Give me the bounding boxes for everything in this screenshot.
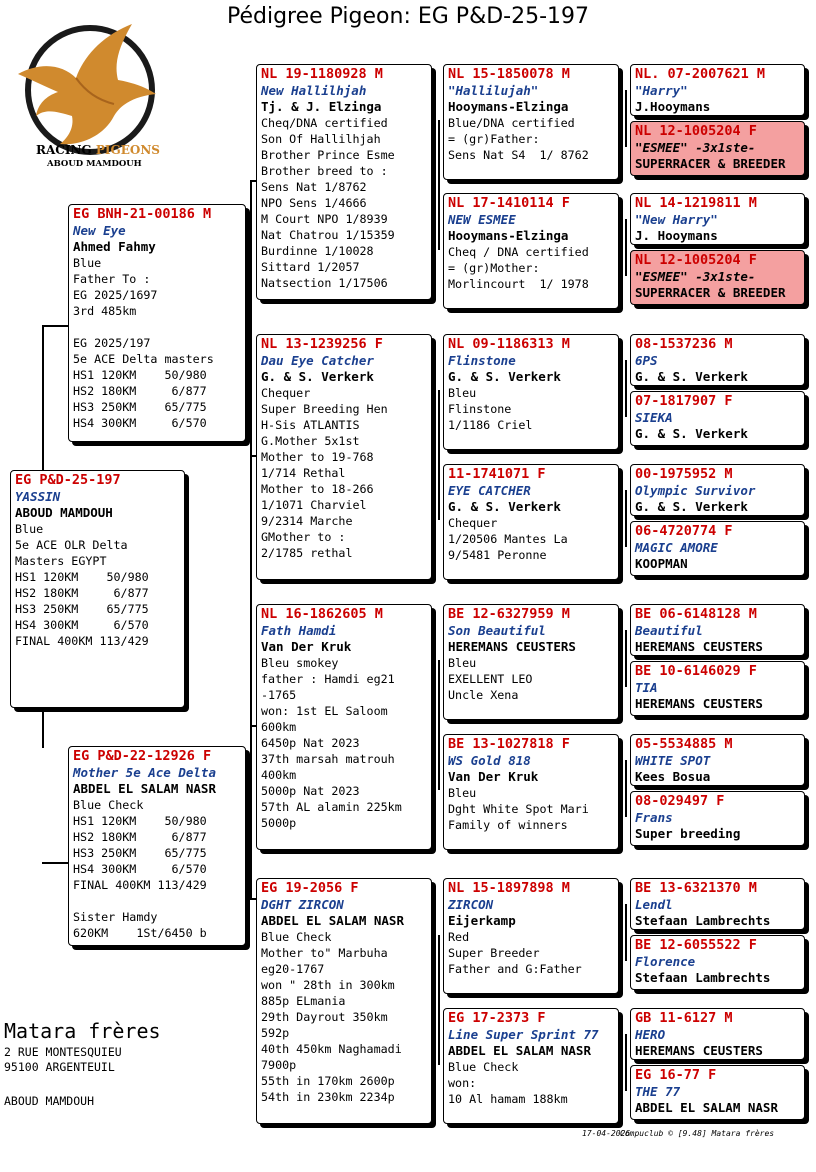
- breeder-name: Hooymans-Elzinga: [448, 228, 569, 243]
- breeder-name: SUPERRACER & BREEDER: [635, 285, 786, 300]
- pigeon-name: YASSIN: [15, 489, 61, 504]
- pigeon-name: WHITE SPOT: [635, 753, 711, 768]
- ring-number: 06-4720774 F: [635, 523, 733, 539]
- pedigree-note-line: HS4 300KM 6/570: [15, 618, 149, 632]
- ring-number: BE 10-6146029 F: [635, 663, 757, 679]
- pigeon-card-dsd: [443, 734, 619, 850]
- pedigree-note-line: Uncle Xena: [448, 688, 519, 702]
- pigeon-name: HERO: [635, 1027, 666, 1042]
- breeder-name: Hooymans-Elzinga: [448, 99, 569, 114]
- pedigree-note-line: 592p: [261, 1026, 290, 1040]
- pedigree-note-line: [73, 319, 241, 335]
- pedigree-note-line: Super Breeder: [448, 946, 540, 960]
- breeder-name: Van Der Kruk: [448, 769, 539, 784]
- ring-number: EG P&D-22-12926 F: [73, 748, 212, 764]
- breeder-name: HEREMANS CEUSTERS: [635, 639, 763, 654]
- pigeon-card-g1: [630, 64, 805, 116]
- pedigree-note-line: Father and G:Father: [448, 962, 582, 976]
- pedigree-note-line: Blue: [15, 522, 44, 536]
- pedigree-note-line: EXELLENT LEO: [448, 672, 533, 686]
- ring-number: NL 15-1897898 M: [448, 880, 570, 896]
- pedigree-notes: [448, 785, 614, 833]
- pigeon-name: Line Super Sprint 77: [448, 1027, 599, 1042]
- logo-title-part2: PIGEONS: [95, 143, 160, 157]
- pedigree-note-line: 5e ACE OLR Delta: [15, 538, 128, 552]
- breeder-name: G. & S. Verkerk: [448, 499, 561, 514]
- breeder-name: Stefaan Lambrechts: [635, 970, 771, 985]
- pedigree-notes: [261, 385, 427, 561]
- pigeon-name: Fath Hamdi: [261, 623, 337, 638]
- breeder-name: Kees Bosua: [635, 769, 711, 784]
- connector-line: [42, 708, 44, 748]
- pigeon-name: THE 77: [635, 1084, 681, 1099]
- pedigree-notes: [448, 385, 614, 433]
- ring-number: NL 14-1219811 M: [635, 195, 757, 211]
- pigeon-card-g11: [630, 734, 805, 786]
- pedigree-note-line: Blue Check: [73, 798, 144, 812]
- breeder-name: Super breeding: [635, 826, 741, 841]
- pigeon-card-ds: [256, 604, 432, 850]
- pedigree-note-line: 620KM 1St/6450 b: [73, 926, 207, 940]
- pigeon-card-g16: [630, 1065, 805, 1120]
- pigeon-name: Dau Eye Catcher: [261, 353, 374, 368]
- pigeon-card-dds: [443, 878, 619, 994]
- pedigree-note-line: Super Breeding Hen: [261, 402, 388, 416]
- pigeon-name: Mother 5e Ace Delta: [73, 765, 216, 780]
- pedigree-notes: [448, 1059, 614, 1107]
- pedigree-note-line: Brother breed to :: [261, 164, 388, 178]
- pedigree-note-line: EG 2025/197: [73, 336, 151, 350]
- pedigree-note-line: HS3 250KM 65/775: [15, 602, 149, 616]
- pedigree-note-line: EG 2025/1697: [73, 288, 158, 302]
- pedigree-note-line: 2/1785 rethal: [261, 546, 353, 560]
- pedigree-note-line: Burdinne 1/10028: [261, 244, 374, 258]
- ring-number: BE 12-6055522 F: [635, 937, 757, 953]
- pigeon-name: Lendl: [635, 897, 673, 912]
- connector-line: [42, 325, 68, 327]
- pigeon-name: New Eye: [73, 223, 126, 238]
- ring-number: NL 12-1005204 F: [635, 123, 757, 139]
- pigeon-card-g5: [630, 334, 805, 386]
- pigeon-card-dss: [443, 604, 619, 720]
- pedigree-note-line: 37th marsah matrouh: [261, 752, 395, 766]
- connector-line: [438, 120, 440, 250]
- ring-number: NL 17-1410114 F: [448, 195, 570, 211]
- pigeon-name: New Hallilhjah: [261, 83, 367, 98]
- pigeon-name: 6PS: [635, 353, 658, 368]
- pigeon-card-ddd: [443, 1008, 619, 1124]
- pedigree-note-line: M Court NPO 1/8939: [261, 212, 388, 226]
- connector-line: [625, 760, 627, 817]
- pedigree-notes: [73, 797, 241, 941]
- page-title: Pédigree Pigeon: EG P&D-25-197: [226, 4, 590, 29]
- breeder-name: Tj. & J. Elzinga: [261, 99, 382, 114]
- pedigree-note-line: 54th in 230km 2234p: [261, 1090, 395, 1104]
- breeder-name: ABDEL EL SALAM NASR: [448, 1043, 591, 1058]
- pedigree-note-line: 400km: [261, 768, 297, 782]
- pedigree-note-line: Father To :: [73, 272, 151, 286]
- ring-number: EG BNH-21-00186 M: [73, 206, 212, 222]
- pedigree-note-line: eg20-1767: [261, 962, 325, 976]
- ring-number: BE 13-6321370 M: [635, 880, 757, 896]
- pedigree-note-line: Red: [448, 930, 470, 944]
- pedigree-note-line: HS2 180KM 6/877: [15, 586, 149, 600]
- pedigree-note-line: Cheq/DNA certified: [261, 116, 388, 130]
- pedigree-notes: [261, 929, 427, 1105]
- breeder-name: G. & S. Verkerk: [261, 369, 374, 384]
- pedigree-note-line: 1/714 Rethal: [261, 466, 346, 480]
- breeder-name: Stefaan Lambrechts: [635, 913, 771, 928]
- pigeon-card-subject: [10, 470, 185, 708]
- pigeon-name: Beautiful: [635, 623, 703, 638]
- pedigree-note-line: 9/5481 Peronne: [448, 548, 547, 562]
- pedigree-note-line: 5000p: [261, 816, 297, 830]
- owner-address-line2: 95100 ARGENTEUIL: [4, 1060, 115, 1074]
- pedigree-note-line: Sens Nat 1/8762: [261, 180, 367, 194]
- footer-date: 17-04-2026: [582, 1129, 631, 1138]
- connector-line: [625, 1034, 627, 1091]
- pigeon-name: MAGIC AMORE: [635, 540, 718, 555]
- pedigree-note-line: Blue/DNA certified: [448, 116, 575, 130]
- pigeon-name: NEW ESMEE: [448, 212, 516, 227]
- pedigree-note-line: Chequer: [261, 386, 311, 400]
- connector-line: [625, 90, 627, 147]
- pedigree-notes: [448, 655, 614, 703]
- ring-number: BE 12-6327959 M: [448, 606, 570, 622]
- pedigree-notes: [15, 521, 180, 649]
- pedigree-note-line: = (gr)Father:: [448, 132, 540, 146]
- pedigree-note-line: G.Mother 5x1st: [261, 434, 360, 448]
- pigeon-name: Son Beautiful: [448, 623, 546, 638]
- pedigree-note-line: 3rd 485km: [73, 304, 137, 318]
- pigeon-card-g15: [630, 1008, 805, 1060]
- pigeon-name: SIEKA: [635, 410, 673, 425]
- pigeon-card-sd: [256, 334, 432, 580]
- pedigree-notes: [261, 115, 427, 291]
- breeder-name: G. & S. Verkerk: [635, 426, 748, 441]
- pedigree-note-line: [73, 893, 241, 909]
- pigeon-name: "Hallilujah": [448, 83, 539, 98]
- ring-number: BE 06-6148128 M: [635, 606, 757, 622]
- pedigree-note-line: father : Hamdi eg21: [261, 672, 395, 686]
- breeder-name: G. & S. Verkerk: [635, 499, 748, 514]
- connector-line: [438, 660, 440, 790]
- pedigree-note-line: 57th AL alamin 225km: [261, 800, 402, 814]
- breeder-name: G. & S. Verkerk: [635, 369, 748, 384]
- pigeon-card-sire: [68, 204, 246, 442]
- pedigree-note-line: 55th in 170km 2600p: [261, 1074, 395, 1088]
- owner-address-line1: 2 RUE MONTESQUIEU: [4, 1045, 122, 1059]
- breeder-name: HEREMANS CEUSTERS: [635, 1043, 763, 1058]
- connector-line: [250, 180, 252, 900]
- breeder-name: KOOPMAN: [635, 556, 688, 571]
- pedigree-notes: [448, 115, 614, 163]
- logo-title: [36, 143, 160, 157]
- pedigree-note-line: Bleu smokey: [261, 656, 339, 670]
- pedigree-note-line: Sister Hamdy: [73, 910, 158, 924]
- pigeon-name: Frans: [635, 810, 673, 825]
- breeder-name: Ahmed Fahmy: [73, 239, 156, 254]
- pedigree-note-line: HS1 120KM 50/980: [73, 814, 207, 828]
- breeder-name: ABDEL EL SALAM NASR: [73, 781, 216, 796]
- pigeon-card-g14: [630, 935, 805, 990]
- pigeon-card-sdd: [443, 464, 619, 580]
- breeder-name: Van Der Kruk: [261, 639, 352, 654]
- pedigree-note-line: HS4 300KM 6/570: [73, 416, 207, 430]
- ring-number: NL 12-1005204 F: [635, 252, 757, 268]
- ring-number: EG 17-2373 F: [448, 1010, 546, 1026]
- pedigree-note-line: Mother to" Marbuha: [261, 946, 388, 960]
- pigeon-card-sds: [443, 334, 619, 450]
- breeder-name: Eijerkamp: [448, 913, 516, 928]
- pedigree-note-line: FINAL 400KM 113/429: [73, 878, 207, 892]
- connector-line: [42, 862, 68, 864]
- pigeon-card-dam: [68, 746, 246, 946]
- pedigree-note-line: 1/20506 Mantes La: [448, 532, 568, 546]
- pedigree-note-line: Natsection 1/17506: [261, 276, 388, 290]
- ring-number: EG 16-77 F: [635, 1067, 717, 1083]
- pedigree-note-line: FINAL 400KM 113/429: [15, 634, 149, 648]
- pedigree-note-line: Morlincourt 1/ 1978: [448, 277, 589, 291]
- ring-number: 08-029497 F: [635, 793, 725, 809]
- pedigree-note-line: Bleu: [448, 656, 477, 670]
- ring-number: 07-1817907 F: [635, 393, 733, 409]
- pedigree-note-line: HS1 120KM 50/980: [15, 570, 149, 584]
- pedigree-note-line: Cheq / DNA certified: [448, 245, 589, 259]
- pedigree-note-line: Bleu: [448, 786, 477, 800]
- breeder-name: ABOUD MAMDOUH: [15, 505, 113, 520]
- pigeon-name: DGHT ZIRCON: [261, 897, 344, 912]
- breeder-name: HEREMANS CEUSTERS: [448, 639, 576, 654]
- pigeon-card-ssd: [443, 193, 619, 309]
- owner-name: Matara frères: [4, 1019, 161, 1043]
- breeder-name: J.Hooymans: [635, 99, 711, 114]
- ring-number: NL 09-1186313 M: [448, 336, 570, 352]
- breeder-name: ABDEL EL SALAM NASR: [261, 913, 404, 928]
- ring-number: NL. 07-2007621 M: [635, 66, 766, 82]
- pigeon-name: WS Gold 818: [448, 753, 531, 768]
- pigeon-card-sss: [443, 64, 619, 180]
- pedigree-note-line: 600km: [261, 720, 297, 734]
- ring-number: BE 13-1027818 F: [448, 736, 570, 752]
- pigeon-card-g12: [630, 791, 805, 846]
- pedigree-note-line: -1765: [261, 688, 297, 702]
- ring-number: EG P&D-25-197: [15, 472, 121, 488]
- pedigree-note-line: Sittard 1/2057: [261, 260, 360, 274]
- pedigree-note-line: 5000p Nat 2023: [261, 784, 360, 798]
- pigeon-card-g2: [630, 121, 805, 176]
- breeder-name: ABDEL EL SALAM NASR: [635, 1100, 778, 1115]
- pedigree-note-line: Mother to 18-266: [261, 482, 374, 496]
- ring-number: NL 19-1180928 M: [261, 66, 383, 82]
- ring-number: 11-1741071 F: [448, 466, 546, 482]
- pigeon-name: "New Harry": [635, 212, 718, 227]
- pedigree-note-line: won: 1st EL Saloom: [261, 704, 388, 718]
- connector-line: [625, 490, 627, 547]
- pedigree-note-line: Dght White Spot Mari: [448, 802, 589, 816]
- pigeon-name: ZIRCON: [448, 897, 494, 912]
- pigeon-card-g4: [630, 250, 805, 305]
- pigeon-card-g6: [630, 391, 805, 446]
- pedigree-note-line: HS3 250KM 65/775: [73, 400, 207, 414]
- pigeon-card-g13: [630, 878, 805, 930]
- pedigree-note-line: HS4 300KM 6/570: [73, 862, 207, 876]
- pigeon-name: EYE CATCHER: [448, 483, 531, 498]
- ring-number: GB 11-6127 M: [635, 1010, 733, 1026]
- pedigree-note-line: Blue Check: [261, 930, 332, 944]
- pedigree-notes: [261, 655, 427, 831]
- pedigree-note-line: 40th 450km Naghamadi: [261, 1042, 402, 1056]
- ring-number: 00-1975952 M: [635, 466, 733, 482]
- pedigree-notes: [73, 255, 241, 431]
- breeder-name: HEREMANS CEUSTERS: [635, 696, 763, 711]
- pedigree-note-line: Mother to 19-768: [261, 450, 374, 464]
- connector-line: [438, 390, 440, 520]
- breeder-name: J. Hooymans: [635, 228, 718, 243]
- pedigree-note-line: HS3 250KM 65/775: [73, 846, 207, 860]
- ring-number: EG 19-2056 F: [261, 880, 359, 896]
- pedigree-note-line: NPO Sens 1/4666: [261, 196, 367, 210]
- footer-software: Compuclub © [9.48] Matara frères: [620, 1129, 775, 1138]
- owner-contact: ABOUD MAMDOUH: [4, 1094, 95, 1108]
- pedigree-note-line: Nat Chatrou 1/15359: [261, 228, 395, 242]
- pedigree-note-line: Family of winners: [448, 818, 568, 832]
- pedigree-notes: [448, 515, 614, 563]
- pedigree-note-line: 1/1071 Charviel: [261, 498, 367, 512]
- pigeon-card-dd: [256, 878, 432, 1124]
- pigeon-name: Florence: [635, 954, 696, 969]
- pedigree-note-line: 885p ELmania: [261, 994, 346, 1008]
- pigeon-name: TIA: [635, 680, 658, 695]
- pedigree-note-line: = (gr)Mother:: [448, 261, 540, 275]
- pedigree-note-line: 29th Dayrout 350km: [261, 1010, 388, 1024]
- ring-number: 05-5534885 M: [635, 736, 733, 752]
- pedigree-note-line: Flinstone: [448, 402, 512, 416]
- pigeon-name: "Harry": [635, 83, 688, 98]
- pedigree-note-line: Masters EGYPT: [15, 554, 107, 568]
- ring-number: NL 15-1850078 M: [448, 66, 570, 82]
- pigeon-card-g9: [630, 604, 805, 656]
- pedigree-note-line: Sens Nat S4 1/ 8762: [448, 148, 589, 162]
- pigeon-card-g8: [630, 521, 805, 576]
- pedigree-note-line: 10 Al hamam 188km: [448, 1092, 568, 1106]
- connector-line: [625, 360, 627, 417]
- connector-line: [42, 325, 44, 471]
- pedigree-note-line: H-Sis ATLANTIS: [261, 418, 360, 432]
- ring-number: NL 16-1862605 M: [261, 606, 383, 622]
- logo-subtitle: ABOUD MAMDOUH: [47, 159, 142, 169]
- pigeon-name: Olympic Survivor: [635, 483, 756, 498]
- pedigree-note-line: Son Of Hallilhjah: [261, 132, 381, 146]
- pedigree-note-line: Blue: [73, 256, 102, 270]
- pedigree-note-line: 6450p Nat 2023: [261, 736, 360, 750]
- connector-line: [625, 630, 627, 687]
- pigeon-name: Flinstone: [448, 353, 516, 368]
- pedigree-note-line: won " 28th in 300km: [261, 978, 395, 992]
- pedigree-note-line: won:: [448, 1076, 477, 1090]
- pedigree-note-line: 1/1186 Criel: [448, 418, 533, 432]
- ring-number: NL 13-1239256 F: [261, 336, 383, 352]
- pedigree-note-line: HS1 120KM 50/980: [73, 368, 207, 382]
- breeder-name: SUPERRACER & BREEDER: [635, 156, 786, 171]
- pedigree-note-line: 5e ACE Delta masters: [73, 352, 214, 366]
- pigeon-card-g3: [630, 193, 805, 245]
- pigeon-card-g10: [630, 661, 805, 716]
- pigeon-card-ss: [256, 64, 432, 300]
- logo-title-part1: RACING: [36, 143, 96, 157]
- breeder-name: G. & S. Verkerk: [448, 369, 561, 384]
- pedigree-notes: [448, 244, 614, 292]
- connector-line: [625, 219, 627, 276]
- pedigree-note-line: HS2 180KM 6/877: [73, 384, 207, 398]
- connector-line: [438, 935, 440, 1065]
- pedigree-note-line: 9/2314 Marche: [261, 514, 353, 528]
- pedigree-note-line: GMother to :: [261, 530, 346, 544]
- pigeon-name: "ESMEE" -3x1ste-: [635, 269, 756, 284]
- pedigree-notes: [448, 929, 614, 977]
- pigeon-card-g7: [630, 464, 805, 516]
- ring-number: 08-1537236 M: [635, 336, 733, 352]
- pedigree-note-line: HS2 180KM 6/877: [73, 830, 207, 844]
- connector-line: [625, 904, 627, 961]
- pigeon-name: "ESMEE" -3x1ste-: [635, 140, 756, 155]
- pedigree-note-line: 7900p: [261, 1058, 297, 1072]
- pedigree-note-line: Bleu: [448, 386, 477, 400]
- pedigree-note-line: Blue Check: [448, 1060, 519, 1074]
- pedigree-note-line: Chequer: [448, 516, 498, 530]
- pedigree-note-line: Brother Prince Esme: [261, 148, 395, 162]
